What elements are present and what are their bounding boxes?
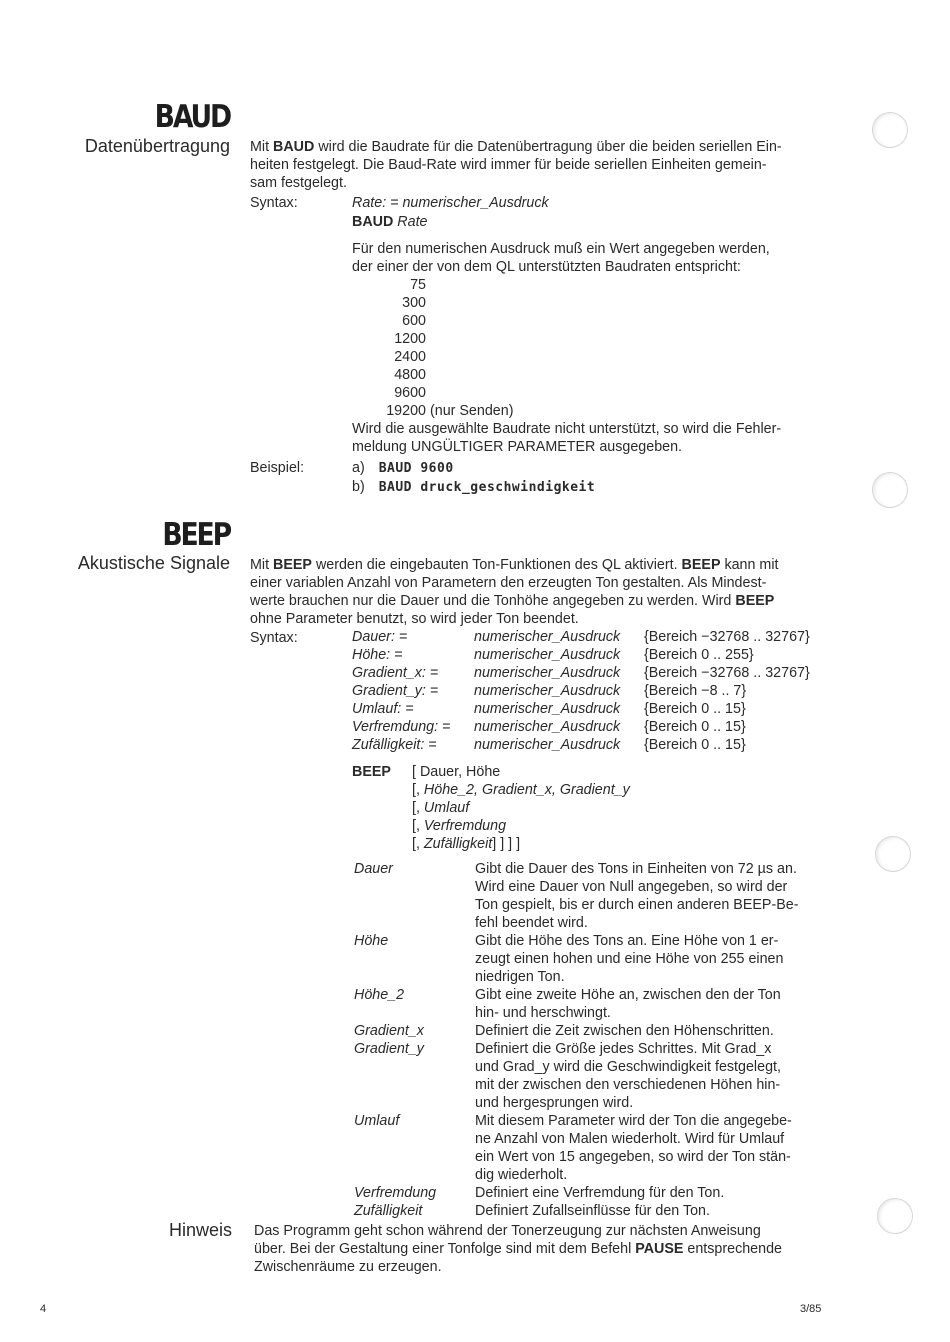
beep-subtitle: Akustische Signale xyxy=(77,553,230,573)
list-item: Gradient_x Definiert die Zeit zwischen den Höhenschritten. xyxy=(354,1023,774,1039)
list-item: Zufälligkeit Definiert Zufallseinflüsse für den Ton. xyxy=(354,1203,710,1219)
table-row: Zufälligkeit: = numerischer_Ausdruck {Bereich 0 .. 15} xyxy=(352,737,746,753)
baud-syntax-line2: BAUD Rate xyxy=(352,214,428,230)
beep-intro: Mit BEEP werden die eingebauten Ton-Funktionen des QL aktiviert. BEEP kann mit einer variablen Anzahl von Parametern den erzeugten Ton gestalten. Als Mindest- werte brauchen nur die Dauer und die Tonhöhe angegeben zu werden. Wird BEEP ohne Parameter benutzt, so wird jeder Ton beendet. xyxy=(250,557,779,627)
baud-example-a: a) BAUD 9600 xyxy=(352,460,454,476)
list-item: 600 xyxy=(402,313,426,329)
list-item: Höhe Gibt die Höhe des Tons an. Eine Höhe von 1 er- zeugt einen hohen und eine Höhe von 255 einen niedrigen Ton. xyxy=(354,933,784,985)
table-row: Gradient_y: = numerischer_Ausdruck {Bereich −8 .. 7} xyxy=(352,683,747,699)
baud-error-note: Wird die ausgewählte Baudrate nicht unterstützt, so wird die Fehler- meldung UNGÜLTIGER PARAMETER ausgegeben. xyxy=(352,421,782,455)
list-item: Verfremdung Definiert eine Verfremdung für den Ton. xyxy=(354,1185,725,1201)
table-row: Höhe: = numerischer_Ausdruck {Bereich 0 .. 255} xyxy=(352,647,754,663)
beep-parameter-table xyxy=(352,628,832,754)
edition-date: 3/85 xyxy=(800,1303,822,1315)
list-item: Umlauf Mit diesem Parameter wird der Ton die angegebe- ne Anzahl von Malen wiederholt. Wird für Umlauf ein Wert von 15 angegeben, so wird der Ton stän- dig wiederholt. xyxy=(354,1113,792,1183)
list-item: Gradient_y Definiert die Größe jedes Schrittes. Mit Grad_x und Grad_y wird die Geschwindigkeit festgelegt, mit der zwischen den verschiedenen Höhen hin- und hergesprungen wird. xyxy=(354,1041,781,1111)
beep-syntax-label: Syntax: xyxy=(250,630,298,646)
baud-example-b: b) BAUD druck_geschwindigkeit xyxy=(352,479,596,495)
baud-heading: BAUD xyxy=(154,99,230,135)
punch-hole xyxy=(877,1198,913,1234)
list-item: 4800 xyxy=(394,367,426,383)
page-number: 4 xyxy=(40,1303,47,1315)
punch-hole xyxy=(872,472,908,508)
beep-heading: BEEP xyxy=(162,517,230,553)
baud-syntax-label: Syntax: xyxy=(250,195,298,211)
baud-intro: Mit BAUD wird die Baudrate für die Datenübertragung über die beiden seriellen Ein- heiten festgelegt. Die Baud-Rate wird immer für beide seriellen Einheiten gemein- sam festgelegt. xyxy=(250,139,782,191)
beep-definitions xyxy=(352,860,832,1220)
list-item: 9600 xyxy=(394,385,426,401)
list-item: 1200 xyxy=(394,331,426,347)
punch-hole xyxy=(875,836,911,872)
table-row: Gradient_x: = numerischer_Ausdruck {Bereich −32768 .. 32767} xyxy=(352,665,810,681)
table-row: Umlauf: = numerischer_Ausdruck {Bereich 0 .. 15} xyxy=(352,701,746,717)
baud-subtitle: Datenübertragung xyxy=(84,136,230,156)
list-item: 19200 (nur Senden) xyxy=(386,403,514,419)
baud-description: Für den numerischen Ausdruck muß ein Wert angegeben werden, der einer der von dem QL unterstützten Baudraten entspricht: xyxy=(352,241,770,275)
table-row: Verfremdung: = numerischer_Ausdruck {Bereich 0 .. 15} xyxy=(352,719,746,735)
baud-example-label: Beispiel: xyxy=(250,460,305,476)
note-label: Hinweis xyxy=(168,1220,232,1240)
list-item: 75 xyxy=(410,277,426,293)
list-item: 300 xyxy=(402,295,426,311)
list-item: Höhe_2 Gibt eine zweite Höhe an, zwischen den der Ton hin- und herschwingt. xyxy=(354,987,781,1021)
table-row: Dauer: = numerischer_Ausdruck {Bereich −32768 .. 32767} xyxy=(352,629,810,645)
baud-rate-list xyxy=(366,276,514,420)
note-text: Das Programm geht schon während der Tonerzeugung zur nächsten Anweisung über. Bei der Gestaltung einer Tonfolge sind mit dem Befehl PAUSE entsprechende Zwischenräume zu erzeugen. xyxy=(254,1223,782,1275)
list-item: 2400 xyxy=(394,349,426,365)
punch-hole xyxy=(872,112,908,148)
list-item: Dauer Gibt die Dauer des Tons in Einheiten von 72 µs an. Wird eine Dauer von Null angegeben, so wird der Ton gespielt, bis er durch einen anderen BEEP-Be- fehl beendet wird. xyxy=(354,861,799,931)
baud-syntax-line1: Rate: = numerischer_Ausdruck xyxy=(352,195,549,211)
